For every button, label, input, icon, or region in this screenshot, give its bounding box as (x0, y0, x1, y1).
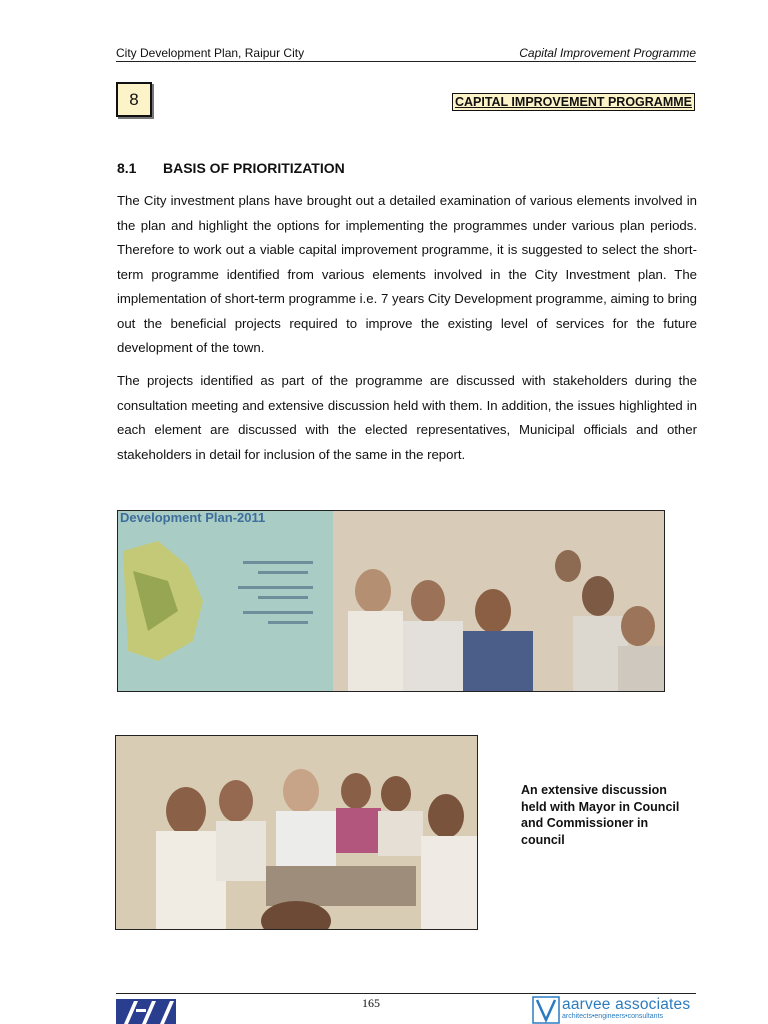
chapter-number-box: 8 (116, 82, 152, 117)
company-logo (532, 996, 697, 1024)
header-chapter-title: Capital Improvement Programme (519, 46, 696, 60)
meeting-photo-2 (115, 735, 478, 930)
header-document-title: City Development Plan, Raipur City (116, 46, 305, 60)
section-title: BASIS OF PRIORITIZATION (163, 160, 345, 176)
section-number: 8.1 (117, 160, 137, 176)
chapter-title: CAPITAL IMPROVEMENT PROGRAMME (452, 93, 695, 111)
page-header (116, 44, 696, 62)
footer-rule (116, 993, 696, 994)
photo-caption: An extensive discussion held with Mayor in Council and Commissioner in council (521, 783, 680, 847)
section-heading (117, 160, 345, 176)
page-number: 165 (362, 996, 380, 1010)
company-logo-icon (532, 996, 560, 1024)
meeting-photo-1 (117, 510, 665, 692)
body-paragraph-2: The projects identified as part of the programme are discussed with stakeholders during the consultation meeting and extensive discussion held with them. In addition, the issues highlighted in each element are discussed with the elected representatives, Municipal officials and other stakeholders in detail for inclusion of the same in the report. (117, 373, 697, 462)
slide-title: Development Plan-2011 (120, 510, 266, 525)
company-tagline: architects•engineers•consultants (562, 1013, 664, 1020)
client-logo-icon (116, 997, 176, 1024)
body-paragraph-1: The City investment plans have brought out a detailed examination of various elements involved in the plan and highlight the options for implementing the programmes under various plan periods. Therefore to work out a viable capital improvement programme, it is suggested to select the short-term programme identified from various elements involved in the City Investment plan. The implementation of short-term programme i.e. 7 years City Development programme, aiming to bring out the beneficial projects required to improve the existing level of services for the future development of the town. (117, 193, 697, 355)
company-name: aarvee associates (562, 996, 691, 1013)
